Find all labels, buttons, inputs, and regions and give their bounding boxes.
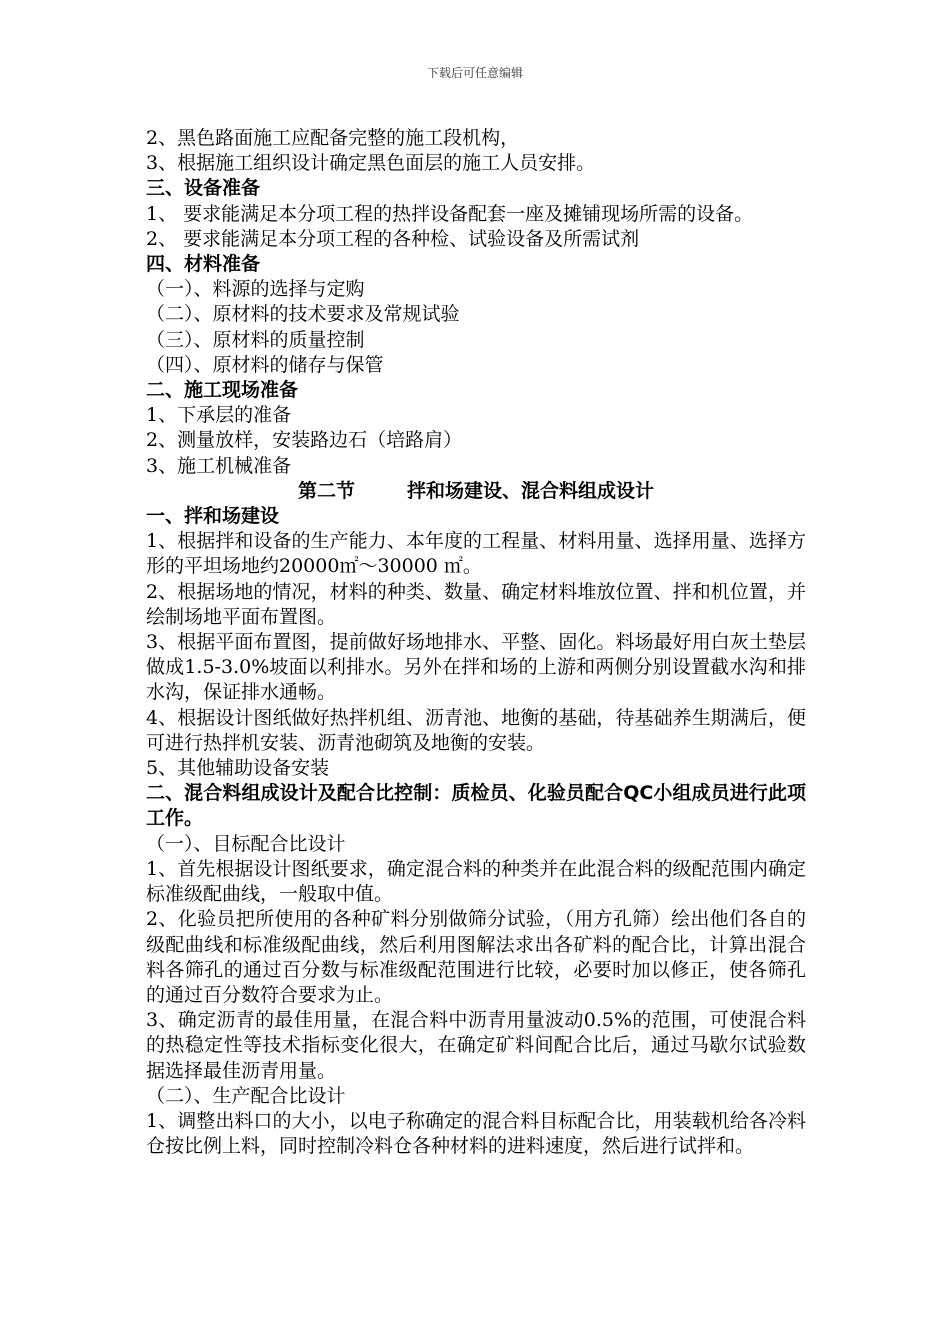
heading-equipment: 三、设备准备 <box>146 177 261 200</box>
list-item: 2、测量放样，安装路边石（培路肩） <box>146 429 463 452</box>
paragraph: 1、首先根据设计图纸要求，确定混合料的种类并在此混合料的级配范围内确定标准级配曲线，一般取中值。 <box>146 857 806 906</box>
heading-materials: 四、材料准备 <box>146 253 261 276</box>
paragraph: 2、根据场地的情况，材料的种类、数量、确定材料堆放位置、拌和机位置，并绘制场地平面布置图。 <box>146 580 806 628</box>
paragraph: 1、调整出料口的大小，以电子称确定的混合料目标配合比，用装载机给各冷料仓按比例上料，同时控制冷料仓各种材料的进料速度，然后进行试拌和。 <box>146 1109 806 1158</box>
paragraph: 2、化验员把所使用的各种矿料分别做筛分试验，（用方孔筛）绘出他们各自的级配曲线和标准级配曲线，然后利用图解法求出各矿料的配合比，计算出混合料各筛孔的通过百分数与标准级配范围进行比较，必要时加以修正，使各筛孔的通过百分数符合要求为止。 <box>146 908 806 1006</box>
list-item: （三）、原材料的质量控制 <box>146 328 365 351</box>
subheading: （一）、目标配合比设计 <box>146 832 346 855</box>
subheading: （二）、生产配合比设计 <box>146 1084 346 1107</box>
heading-mixing-plant: 一、拌和场建设 <box>146 505 280 528</box>
paragraph: 2、 要求能满足本分项工程的各种检、试验设备及所需试剂 <box>146 227 640 250</box>
section-title: 拌和场建设、混合料组成设计 <box>407 479 655 502</box>
list-item: （四）、原材料的储存与保管 <box>146 353 384 376</box>
heading-site-preparation: 二、施工现场准备 <box>146 379 299 402</box>
list-item: 3、施工机械准备 <box>146 454 292 477</box>
list-item: （一）、料源的选择与定购 <box>146 278 365 301</box>
list-item: 1、下承层的准备 <box>146 404 292 427</box>
paragraph: 1、 要求能满足本分项工程的热拌设备配套一座及摊铺现场所需的设备。 <box>146 202 754 225</box>
paragraph: 3、根据平面布置图，提前做好场地排水、平整、固化。料场最好用白灰土垫层做成1.5-3.0%坡面以利排水。另外在拌和场的上游和两侧分别设置截水沟和排水沟，保证排水通畅。 <box>146 631 806 704</box>
paragraph: 4、根据设计图纸做好热拌机组、沥青池、地衡的基础，待基础养生期满后，便可进行热拌机安装、沥青池砌筑及地衡的安装。 <box>146 706 806 754</box>
section-heading <box>146 479 806 504</box>
page-header-note: 下载后可任意编辑 <box>426 66 523 80</box>
paragraph: 5、其他辅助设备安装 <box>146 757 330 780</box>
heading-mix-design: 二、混合料组成设计及配合比控制：质检员、化验员配合QC小组成员进行此项工作。 <box>146 782 806 830</box>
list-item: （二）、原材料的技术要求及常规试验 <box>146 303 460 326</box>
paragraph: 2、黑色路面施工应配备完整的施工段机构， <box>146 127 520 149</box>
paragraph: 3、根据施工组织设计确定黑色面层的施工人员安排。 <box>146 152 596 175</box>
document-body <box>146 126 806 1159</box>
section-number: 第二节 <box>297 479 355 502</box>
paragraph: 3、确定沥青的最佳用量，在混合料中沥青用量波动0.5%的范围，可使混合料的热稳定性等技术指标变化很大，在确定矿料间配合比后，通过马歇尔试验数据选择最佳沥青用量。 <box>146 1009 806 1082</box>
paragraph: 1、根据拌和设备的生产能力、本年度的工程量、材料用量、选择用量、选择方形的平坦场地约20000㎡～30000 ㎡。 <box>146 530 806 578</box>
